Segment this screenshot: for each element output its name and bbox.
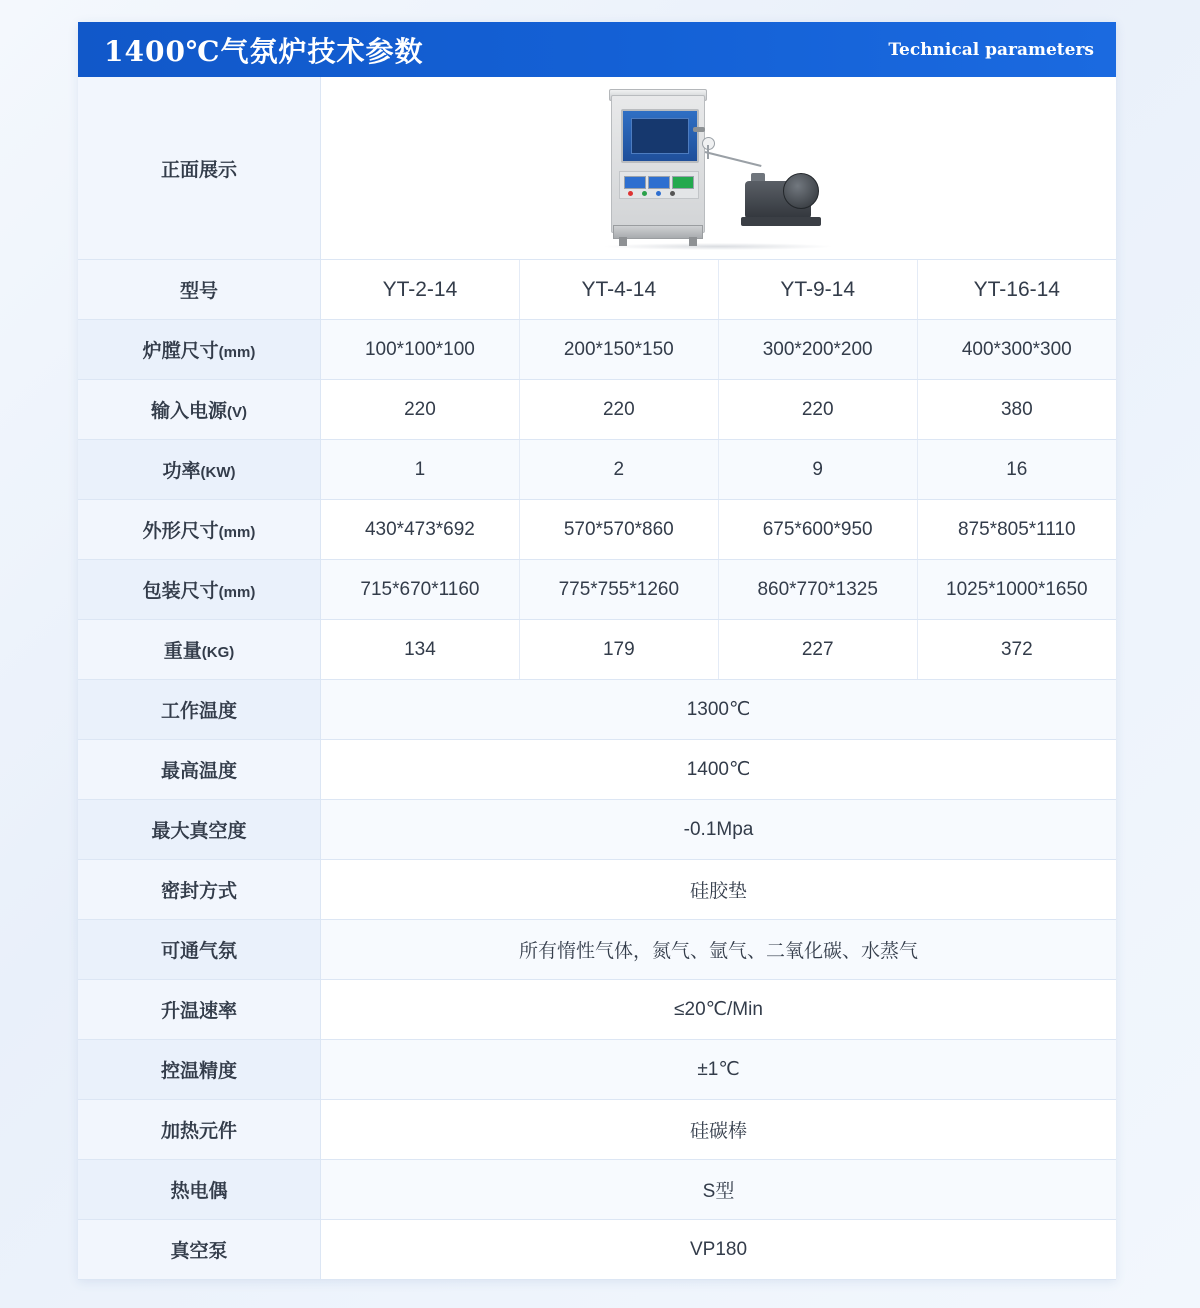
model-value-4: YT-16-14: [917, 260, 1116, 320]
spec-sheet: [78, 22, 1116, 1280]
sealing-method-value: 硅胶垫: [321, 860, 1117, 920]
table-row-weight: [78, 620, 1116, 680]
row-label-temperature-accuracy: 控温精度: [78, 1040, 321, 1100]
power-value-2: 2: [519, 440, 718, 500]
model-value-2: YT-4-14: [519, 260, 718, 320]
outer-size-value-4: 875*805*1110: [917, 500, 1116, 560]
temperature-accuracy-value: ±1℃: [321, 1040, 1117, 1100]
outer-size-value-1: 430*473*692: [321, 500, 520, 560]
row-label-working-temperature: 工作温度: [78, 680, 321, 740]
furnace-icon: [569, 85, 869, 251]
panel-knob-1: [628, 191, 633, 196]
row-label-model: 型号: [78, 260, 321, 320]
panel-display-2: [648, 176, 670, 189]
table-row-atmosphere: [78, 920, 1116, 980]
power-value-3: 9: [718, 440, 917, 500]
row-label-sealing-method: 密封方式: [78, 860, 321, 920]
table-row-power: [78, 440, 1116, 500]
table-row-temperature-accuracy: [78, 1040, 1116, 1100]
outer-size-value-2: 570*570*860: [519, 500, 718, 560]
product-image-cell: [321, 77, 1117, 260]
table-row-outer-size: [78, 500, 1116, 560]
working-temperature-value: 1300℃: [321, 680, 1117, 740]
image-shadow: [605, 243, 831, 250]
power-value-1: 1: [321, 440, 520, 500]
input-power-value-3: 220: [718, 380, 917, 440]
panel-display-3: [672, 176, 694, 189]
gas-tube: [704, 151, 761, 167]
table-body: [78, 77, 1116, 1280]
row-label-chamber-size: 炉膛尺寸(mm): [78, 320, 321, 380]
table-row-max-vacuum: [78, 800, 1116, 860]
table-row-thermocouple: [78, 1160, 1116, 1220]
header-bar: [78, 22, 1116, 77]
chamber-size-value-2: 200*150*150: [519, 320, 718, 380]
max-vacuum-value: -0.1Mpa: [321, 800, 1117, 860]
power-value-4: 16: [917, 440, 1116, 500]
row-label-heating-rate: 升温速率: [78, 980, 321, 1040]
furnace-door-handle: [693, 127, 705, 132]
vacuum-pump-motor: [783, 173, 819, 209]
package-size-value-2: 775*755*1260: [519, 560, 718, 620]
model-value-1: YT-2-14: [321, 260, 520, 320]
control-panel: [619, 171, 699, 199]
furnace-door-window: [631, 118, 689, 154]
package-size-value-4: 1025*1000*1650: [917, 560, 1116, 620]
table-row-package-size: [78, 560, 1116, 620]
table-row-chamber-size: [78, 320, 1116, 380]
weight-value-2: 179: [519, 620, 718, 680]
input-power-value-4: 380: [917, 380, 1116, 440]
furnace-door: [621, 109, 699, 163]
table-row-product-image: [78, 77, 1116, 260]
table-row-sealing-method: [78, 860, 1116, 920]
outer-size-value-3: 675*600*950: [718, 500, 917, 560]
page-title: 1400℃气氛炉技术参数: [104, 34, 424, 68]
table-row-max-temperature: [78, 740, 1116, 800]
table-row-heating-element: [78, 1100, 1116, 1160]
table-row-working-temperature: [78, 680, 1116, 740]
row-label-thermocouple: 热电偶: [78, 1160, 321, 1220]
row-label-max-vacuum: 最大真空度: [78, 800, 321, 860]
page-subtitle-en: Technical parameters: [888, 39, 1094, 60]
atmosphere-value: 所有惰性气体，氮气、氩气、二氧化碳、水蒸气: [321, 920, 1117, 980]
chamber-size-value-4: 400*300*300: [917, 320, 1116, 380]
model-value-3: YT-9-14: [718, 260, 917, 320]
table-row-heating-rate: [78, 980, 1116, 1040]
weight-value-1: 134: [321, 620, 520, 680]
panel-knob-2: [642, 191, 647, 196]
row-label-front-view: 正面展示: [78, 77, 321, 260]
row-label-input-power: 输入电源(V): [78, 380, 321, 440]
specification-table: [78, 77, 1116, 1280]
row-label-vacuum-pump: 真空泵: [78, 1220, 321, 1280]
max-temperature-value: 1400℃: [321, 740, 1117, 800]
heating-element-value: 硅碳棒: [321, 1100, 1117, 1160]
input-power-value-2: 220: [519, 380, 718, 440]
furnace-leg-right: [689, 237, 697, 246]
row-label-max-temperature: 最高温度: [78, 740, 321, 800]
table-row-input-power: [78, 380, 1116, 440]
row-label-package-size: 包装尺寸(mm): [78, 560, 321, 620]
panel-knob-3: [656, 191, 661, 196]
table-row-vacuum-pump: [78, 1220, 1116, 1280]
chamber-size-value-3: 300*200*200: [718, 320, 917, 380]
heating-rate-value: ≤20℃/Min: [321, 980, 1117, 1040]
vacuum-pump-value: VP180: [321, 1220, 1117, 1280]
row-label-heating-element: 加热元件: [78, 1100, 321, 1160]
row-label-atmosphere: 可通气氛: [78, 920, 321, 980]
panel-knob-4: [670, 191, 675, 196]
package-size-value-1: 715*670*1160: [321, 560, 520, 620]
row-label-outer-size: 外形尺寸(mm): [78, 500, 321, 560]
weight-value-4: 372: [917, 620, 1116, 680]
vacuum-pump-base: [741, 217, 821, 226]
row-label-weight: 重量(KG): [78, 620, 321, 680]
furnace-leg-left: [619, 237, 627, 246]
row-label-power: 功率(KW): [78, 440, 321, 500]
chamber-size-value-1: 100*100*100: [321, 320, 520, 380]
thermocouple-value: S型: [321, 1160, 1117, 1220]
table-row-model: [78, 260, 1116, 320]
weight-value-3: 227: [718, 620, 917, 680]
input-power-value-1: 220: [321, 380, 520, 440]
package-size-value-3: 860*770*1325: [718, 560, 917, 620]
panel-display-1: [624, 176, 646, 189]
